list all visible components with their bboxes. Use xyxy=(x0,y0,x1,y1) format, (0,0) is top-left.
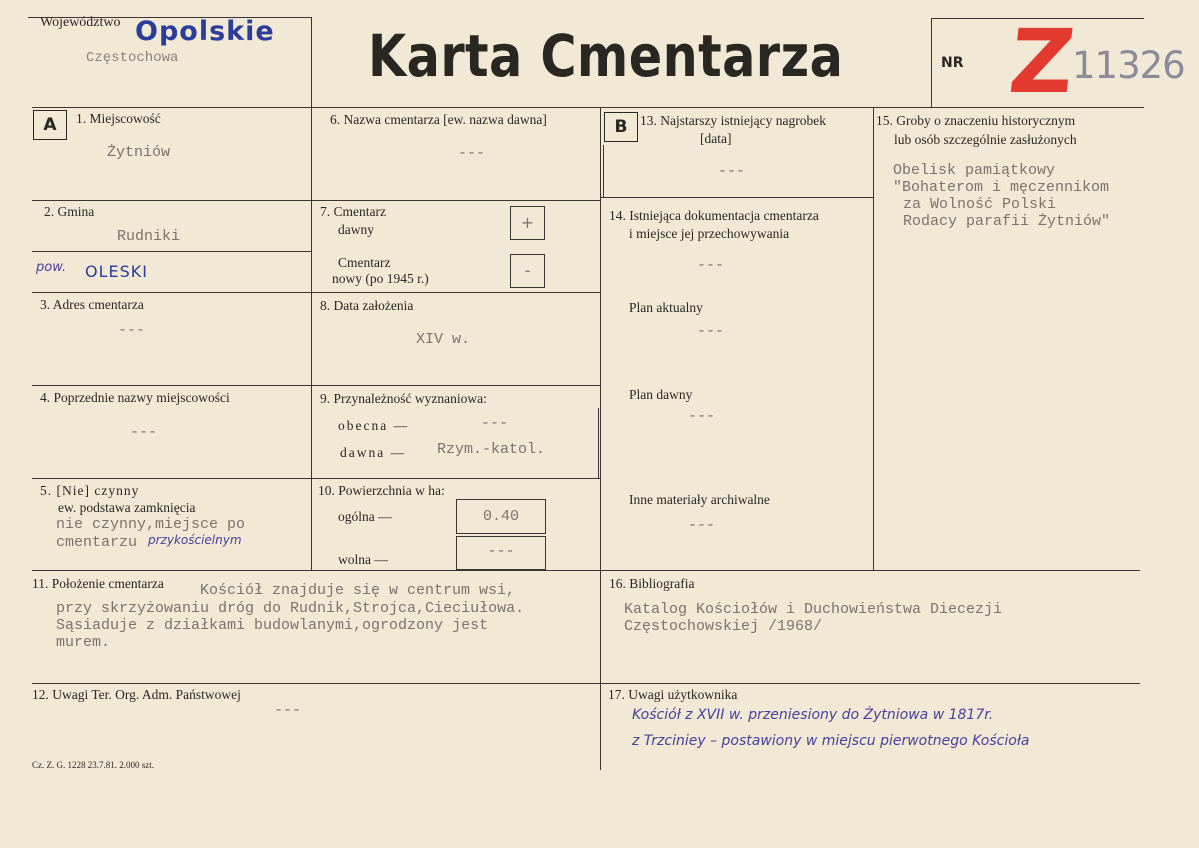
field-10-ogolna: ogólna — xyxy=(338,509,392,524)
field-3-value: --- xyxy=(118,322,146,339)
field-2-pow-value: OLESKI xyxy=(85,262,148,281)
field-2-label: 2. Gmina xyxy=(44,204,95,219)
print-footer: Cz. Z. G. 1228 23.7.81. 2.000 szt. xyxy=(32,760,154,770)
plan-aktualny-value: --- xyxy=(697,323,725,340)
col-divider-2 xyxy=(600,107,601,770)
old-voivodeship: Częstochowa xyxy=(86,50,179,66)
b-row-rule-1 xyxy=(600,197,873,198)
field-17-label: 17. Uwagi użytkownika xyxy=(608,687,738,702)
row-rule-3 xyxy=(32,385,600,386)
row-rule-6 xyxy=(32,683,1140,684)
field-9-obecna: obecna — xyxy=(338,418,410,433)
field-10-label: 10. Powierzchnia w ha: xyxy=(318,483,445,498)
field-4-label: 4. Poprzednie nazwy miejscowości xyxy=(40,390,230,405)
field-16-line-1: Katalog Kościołów i Duchowieństwa Diecezji xyxy=(624,601,1003,618)
field-9-label: 9. Przynależność wyznaniowa: xyxy=(320,391,487,406)
field-5-value-line-1: nie czynny,miejsce po xyxy=(56,516,246,533)
field-5-value-line-2: cmentarzu xyxy=(56,534,138,551)
field-15-line-2: "Bohaterom i męczennikom xyxy=(893,179,1110,196)
field-11-line-2: przy skrzyżowaniu dróg do Rudnik,Strojca,Cieciułowa. xyxy=(56,600,525,617)
field-11-line-1: Kościół znajduje się w centrum wsi, xyxy=(200,582,516,599)
field-9-obecna-value: --- xyxy=(481,415,509,432)
nr-number: 11326 xyxy=(1072,44,1185,87)
col-divider-3 xyxy=(873,107,874,570)
col-divider-1 xyxy=(311,107,312,570)
field-9-dawna-value: Rzym.-katol. xyxy=(437,441,546,458)
field-11-line-4: murem. xyxy=(56,634,111,651)
field-17-line-1: Kościół z XVII w. przeniesiony do Żytniowa w 1817r. xyxy=(632,707,994,723)
field-7-nowy-label: Cmentarz xyxy=(338,255,391,270)
field-2-pow-prefix: pow. xyxy=(36,260,67,275)
field-6-value: --- xyxy=(458,145,486,162)
field-13-label: 13. Najstarszy istniejący nagrobek xyxy=(640,113,826,128)
field-5-sublabel: ew. podstawa zamknięcia xyxy=(58,500,196,515)
field-10-ogolna-value: 0.40 xyxy=(482,508,519,525)
field-15-line-3: za Wolność Polski xyxy=(903,196,1057,213)
header-bottom-rule xyxy=(32,107,1144,108)
b-row-vertical-2 xyxy=(598,408,599,478)
field-13-value: --- xyxy=(718,163,746,180)
field-7-nowy: nowy (po 1945 r.) xyxy=(332,271,429,286)
plan-aktualny-label: Plan aktualny xyxy=(629,300,703,315)
row-rule-gmina xyxy=(32,251,311,252)
header-divider-right xyxy=(931,18,932,108)
field-14-value: --- xyxy=(697,257,725,274)
field-6-label: 6. Nazwa cmentarza [ew. nazwa dawna] xyxy=(330,112,547,127)
field-11-label: 11. Położenie cmentarza xyxy=(32,576,164,591)
row-rule-2 xyxy=(32,292,600,293)
inne-materialy-label: Inne materiały archiwalne xyxy=(629,492,770,507)
field-5-label: 5. [Nie] czynny xyxy=(40,483,140,498)
field-7-dawny-mark: + xyxy=(520,213,535,232)
field-16-label: 16. Bibliografia xyxy=(609,576,695,591)
field-8-value: XIV w. xyxy=(416,331,471,348)
field-1-label: 1. Miejscowość xyxy=(76,111,161,126)
plan-dawny-label: Plan dawny xyxy=(629,387,693,402)
field-13-sublabel: [data] xyxy=(700,131,732,146)
field-15-label: 15. Groby o znaczeniu historycznym xyxy=(876,113,1076,128)
field-7-nowy-mark: - xyxy=(524,261,531,280)
row-rule-1 xyxy=(32,200,600,201)
field-14-label: 14. Istniejąca dokumentacja cmentarza xyxy=(609,208,819,223)
field-12-label: 12. Uwagi Ter. Org. Adm. Państwowej xyxy=(32,687,241,702)
field-14-sublabel: i miejsce jej przechowywania xyxy=(629,226,790,241)
field-1-value: Żytniów xyxy=(107,144,171,161)
voivodeship-label: Województwo xyxy=(40,15,121,30)
row-rule-4 xyxy=(32,478,600,479)
section-a-marker: A xyxy=(33,110,67,140)
field-9-dawna: dawna — xyxy=(340,445,407,460)
voivodeship-value: Opolskie xyxy=(135,16,275,47)
field-10-wolna-value: --- xyxy=(487,543,515,560)
page-title: Karta Cmentarza xyxy=(368,22,844,90)
row-rule-5 xyxy=(32,570,1140,571)
field-7-nowy-box xyxy=(510,254,545,288)
field-15-sublabel: lub osób szczególnie zasłużonych xyxy=(894,132,1077,147)
field-10-wolna: wolna — xyxy=(338,552,388,567)
field-17-line-2: z Trzciniey – postawiony w miejscu pierwotnego Kościoła xyxy=(632,733,1030,749)
field-8-label: 8. Data założenia xyxy=(320,298,414,313)
field-5-handwritten: przykościelnym xyxy=(148,533,242,547)
section-b-marker: B xyxy=(604,112,638,142)
field-2-value: Rudniki xyxy=(117,228,181,245)
field-16-line-2: Częstochowskiej /1968/ xyxy=(624,618,823,635)
header-divider-left xyxy=(311,17,312,108)
field-7-dawny: dawny xyxy=(338,222,374,237)
plan-dawny-value: --- xyxy=(688,408,716,425)
field-4-value: --- xyxy=(130,424,158,441)
field-7-label: 7. Cmentarz xyxy=(320,204,386,219)
inne-materialy-value: --- xyxy=(688,517,716,534)
field-3-label: 3. Adres cmentarza xyxy=(40,297,144,312)
field-11-line-3: Sąsiaduje z działkami budowlanymi,ogrodzony jest xyxy=(56,617,489,634)
field-15-line-4: Rodacy parafii Żytniów" xyxy=(903,213,1111,230)
field-10-wolna-box xyxy=(456,536,546,570)
field-12-value: --- xyxy=(274,702,302,719)
field-15-line-1: Obelisk pamiątkowy xyxy=(893,162,1056,179)
nr-letter: Z xyxy=(1004,10,1080,113)
b-row-vertical xyxy=(603,145,604,197)
field-10-ogolna-box xyxy=(456,499,546,534)
nr-label: NR xyxy=(941,55,964,71)
field-7-dawny-box xyxy=(510,206,545,240)
